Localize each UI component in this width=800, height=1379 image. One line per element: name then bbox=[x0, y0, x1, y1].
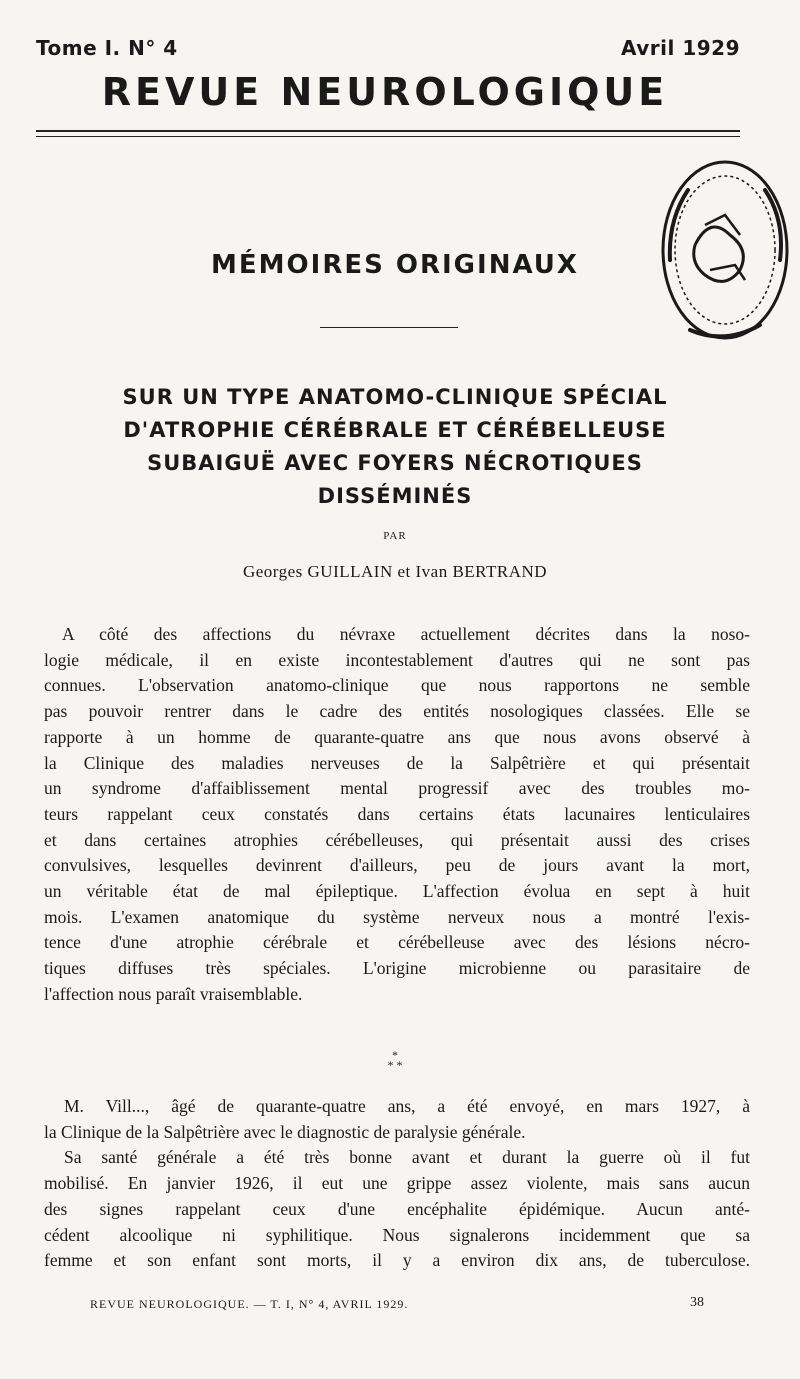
text-line: connues. L'observation anatomo-clinique que nous rapportons ne semble bbox=[44, 675, 750, 696]
text-line: tence d'une atrophie cérébrale et cérébelleuse avec des lésions nécro- bbox=[44, 932, 750, 953]
text-line: des signes rappelant ceux d'une encéphalite épidémique. Aucun anté- bbox=[44, 1198, 750, 1219]
header-rule-thin bbox=[36, 136, 740, 137]
text-line: pas pouvoir rentrer dans le cadre des entités nosologiques classées. Elle se bbox=[44, 701, 750, 722]
text-line: M. Vill..., âgé de quarante-quatre ans, a été envoyé, en mars 1927, à bbox=[64, 1096, 750, 1116]
text-line: la Clinique des maladies nerveuses de la Salpêtrière et qui présentait bbox=[44, 752, 750, 773]
running-footer: REVUE NEUROLOGIQUE. — T. I, N° 4, AVRIL 1929. bbox=[90, 1297, 409, 1311]
text-line: convulsives, lesquelles devinrent d'ailleurs, peu de jours avant la mort, bbox=[44, 855, 750, 876]
section-divider bbox=[320, 327, 458, 328]
header-rule-thick bbox=[36, 130, 740, 132]
text-line: Sa santé générale a été très bonne avant et durant la guerre où il fut bbox=[64, 1147, 750, 1168]
text-line: et dans certaines atrophies cérébelleuses, qui présentait aussi des crises bbox=[44, 829, 750, 850]
page-number: 38 bbox=[690, 1295, 704, 1310]
text-line: cédent alcoolique ni syphilitique. Nous signalerons incidemment que sa bbox=[44, 1224, 750, 1245]
text-line: un véritable état de mal épileptique. L'affection évolua en sept à huit bbox=[44, 881, 750, 902]
asterism: * * * bbox=[387, 1048, 403, 1072]
case-paragraph bbox=[44, 1094, 750, 1274]
text-line: mobilisé. En janvier 1926, il eut une grippe assez violente, mais sans aucun bbox=[44, 1173, 750, 1194]
text-line: teurs rappelant ceux constatés dans certains états lacunaires lenticulaires bbox=[44, 803, 750, 824]
text-line: tiques diffuses très spéciales. L'origine microbienne ou parasitaire de bbox=[44, 958, 750, 979]
article-title-line: SUBAIGUË AVEC FOYERS NÉCROTIQUES bbox=[147, 451, 643, 475]
text-line: logie médicale, il en existe incontestablement d'autres qui ne sont pas bbox=[44, 649, 750, 670]
byline-par: PAR bbox=[383, 530, 407, 542]
authors: Georges GUILLAIN et Ivan BERTRAND bbox=[242, 562, 548, 581]
journal-title: REVUE NEUROLOGIQUE bbox=[101, 70, 669, 114]
text-line: un syndrome d'affaiblissement mental progressif avec des troubles mo- bbox=[44, 778, 750, 799]
text-line: rapporte à un homme de quarante-quatre ans que nous avons observé à bbox=[44, 726, 750, 747]
text-line: A côté des affections du névraxe actuellement décrites dans la noso- bbox=[62, 624, 750, 644]
text-line: la Clinique de la Salpêtrière avec le diagnostic de paralysie générale. bbox=[44, 1121, 526, 1142]
section-heading: MÉMOIRES ORIGINAUX bbox=[211, 250, 579, 280]
article-title-line: D'ATROPHIE CÉRÉBRALE ET CÉRÉBELLEUSE bbox=[123, 418, 667, 442]
text-line: femme et son enfant sont morts, il y a environ dix ans, de tuberculose. bbox=[44, 1250, 750, 1271]
volume-number: Tome I. N° 4 bbox=[36, 36, 178, 60]
abstract-paragraph bbox=[44, 622, 750, 1008]
text-line: mois. L'examen anatomique du système nerveux nous a montré l'exis- bbox=[44, 906, 750, 927]
article-title-line: DISSÉMINÉS bbox=[317, 484, 473, 508]
issue-date: Avril 1929 bbox=[620, 36, 740, 60]
article-title-line: SUR UN TYPE ANATOMO-CLINIQUE SPÉCIAL bbox=[122, 385, 668, 409]
text-line: l'affection nous paraît vraisemblable. bbox=[44, 983, 303, 1004]
